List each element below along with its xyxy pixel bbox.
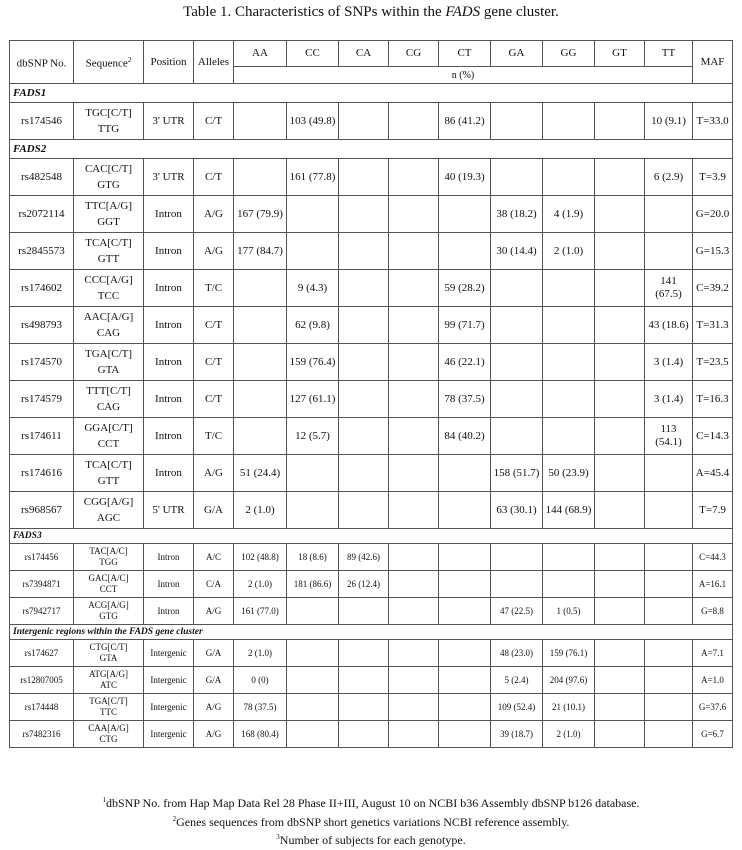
cell-position: Intron [144, 196, 194, 233]
header-dbsnp-no: dbSNP No. [10, 41, 74, 84]
cell-genotype-tt: 3 (1.4) [645, 344, 693, 381]
cell-position: Intron [144, 233, 194, 270]
cell-alleles: G/A [194, 640, 234, 667]
cell-genotype-cc: 159 (76.4) [287, 344, 339, 381]
cell-snp: rs7942717 [10, 598, 74, 625]
cell-genotype-ct: 78 (37.5) [439, 381, 491, 418]
cell-genotype-gt [595, 381, 645, 418]
cell-genotype-gg: 144 (68.9) [543, 492, 595, 529]
cell-genotype-ca [339, 721, 389, 748]
cell-snp: rs7394871 [10, 571, 74, 598]
cell-genotype-ga [491, 344, 543, 381]
cell-maf: C=39.2 [693, 270, 733, 307]
cell-genotype-gg [543, 103, 595, 140]
table-row [10, 103, 733, 140]
cell-genotype-gg: 159 (76.1) [543, 640, 595, 667]
cell-position: 3' UTR [144, 103, 194, 140]
cell-genotype-cc: 62 (9.8) [287, 307, 339, 344]
cell-genotype-cc [287, 667, 339, 694]
table-title [0, 4, 742, 21]
cell-position: Intron [144, 270, 194, 307]
table-row [10, 233, 733, 270]
cell-genotype-ct [439, 721, 491, 748]
cell-position: Intron [144, 381, 194, 418]
cell-sequence: CCC[A/G] TCC [74, 270, 144, 307]
cell-genotype-tt [645, 492, 693, 529]
cell-genotype-cc: 181 (86.6) [287, 571, 339, 598]
cell-genotype-tt [645, 571, 693, 598]
cell-maf: C=14.3 [693, 418, 733, 455]
cell-genotype-gg [543, 418, 595, 455]
cell-genotype-ga [491, 103, 543, 140]
cell-snp: rs482548 [10, 159, 74, 196]
cell-snp: rs498793 [10, 307, 74, 344]
cell-genotype-ga: 158 (51.7) [491, 455, 543, 492]
cell-maf: C=44.3 [693, 544, 733, 571]
cell-snp: rs174546 [10, 103, 74, 140]
table-row [10, 270, 733, 307]
cell-genotype-cc: 12 (5.7) [287, 418, 339, 455]
header-ca: CA [339, 41, 389, 67]
cell-genotype-ca: 89 (42.6) [339, 544, 389, 571]
cell-snp: rs174627 [10, 640, 74, 667]
cell-snp: rs174570 [10, 344, 74, 381]
cell-alleles: C/T [194, 103, 234, 140]
cell-genotype-aa [234, 103, 287, 140]
cell-position: Intron [144, 544, 194, 571]
cell-genotype-ca: 26 (12.4) [339, 571, 389, 598]
cell-alleles: G/A [194, 492, 234, 529]
cell-genotype-aa: 167 (79.9) [234, 196, 287, 233]
cell-position: Intron [144, 571, 194, 598]
cell-genotype-ca [339, 270, 389, 307]
cell-genotype-ga [491, 381, 543, 418]
cell-sequence: CGG[A/G] AGC [74, 492, 144, 529]
cell-genotype-tt: 3 (1.4) [645, 381, 693, 418]
cell-genotype-ct [439, 196, 491, 233]
cell-genotype-gt [595, 455, 645, 492]
cell-genotype-tt [645, 640, 693, 667]
cell-genotype-ca [339, 381, 389, 418]
table-row [10, 571, 733, 598]
cell-sequence: ACG[A/G] GTG [74, 598, 144, 625]
cell-genotype-cc [287, 196, 339, 233]
cell-genotype-tt: 10 (9.1) [645, 103, 693, 140]
cell-genotype-aa [234, 344, 287, 381]
cell-genotype-ct [439, 640, 491, 667]
cell-genotype-ga [491, 270, 543, 307]
title-prefix: Table 1. Characteristics of SNPs within the [183, 4, 446, 20]
cell-genotype-ct: 59 (28.2) [439, 270, 491, 307]
cell-alleles: A/G [194, 233, 234, 270]
cell-genotype-gt [595, 270, 645, 307]
cell-genotype-cg [389, 694, 439, 721]
cell-genotype-gt [595, 307, 645, 344]
cell-position: Intergenic [144, 721, 194, 748]
cell-genotype-aa: 2 (1.0) [234, 640, 287, 667]
cell-sequence: GAC[A/C] CCT [74, 571, 144, 598]
cell-sequence: GGA[C/T] CCT [74, 418, 144, 455]
cell-genotype-gt [595, 196, 645, 233]
cell-alleles: C/T [194, 344, 234, 381]
cell-sequence: ATG[A/G] ATC [74, 667, 144, 694]
cell-snp: rs174611 [10, 418, 74, 455]
header-ct: CT [439, 41, 491, 67]
cell-genotype-aa [234, 270, 287, 307]
cell-genotype-cc [287, 455, 339, 492]
cell-maf: A=7.1 [693, 640, 733, 667]
cell-sequence: CAC[C/T] GTG [74, 159, 144, 196]
cell-alleles: C/T [194, 381, 234, 418]
cell-genotype-ca [339, 694, 389, 721]
cell-alleles: A/G [194, 721, 234, 748]
table-row [10, 640, 733, 667]
table-row [10, 694, 733, 721]
cell-genotype-tt [645, 455, 693, 492]
cell-genotype-ca [339, 196, 389, 233]
cell-snp: rs2072114 [10, 196, 74, 233]
cell-maf: G=20.0 [693, 196, 733, 233]
cell-genotype-ca [339, 640, 389, 667]
table-body [10, 41, 733, 748]
cell-sequence: TTC[A/G] GGT [74, 196, 144, 233]
cell-genotype-ct: 40 (19.3) [439, 159, 491, 196]
cell-sequence: CAA[A/G] CTG [74, 721, 144, 748]
cell-genotype-cc: 18 (8.6) [287, 544, 339, 571]
cell-genotype-gt [595, 667, 645, 694]
cell-genotype-gg: 21 (10.1) [543, 694, 595, 721]
cell-genotype-gg: 2 (1.0) [543, 233, 595, 270]
cell-genotype-cg [389, 103, 439, 140]
cell-alleles: T/C [194, 418, 234, 455]
cell-genotype-ga: 38 (18.2) [491, 196, 543, 233]
cell-sequence: TCA[C/T] GTT [74, 455, 144, 492]
cell-genotype-gg [543, 159, 595, 196]
cell-position: Intergenic [144, 694, 194, 721]
cell-maf: T=16.3 [693, 381, 733, 418]
cell-snp: rs2845573 [10, 233, 74, 270]
cell-genotype-gg [543, 344, 595, 381]
cell-genotype-ca [339, 159, 389, 196]
table-row [10, 598, 733, 625]
header-gg: GG [543, 41, 595, 67]
cell-genotype-ga [491, 571, 543, 598]
header-position: Position [144, 41, 194, 84]
cell-maf: A=1.0 [693, 667, 733, 694]
cell-genotype-cg [389, 544, 439, 571]
cell-genotype-ca [339, 418, 389, 455]
cell-genotype-tt [645, 598, 693, 625]
cell-genotype-gt [595, 233, 645, 270]
header-sequence: Sequence$^2$ [74, 41, 144, 84]
cell-sequence: TGA[C/T] GTA [74, 344, 144, 381]
cell-alleles: T/C [194, 270, 234, 307]
cell-snp: rs174602 [10, 270, 74, 307]
cell-maf: T=3.9 [693, 159, 733, 196]
cell-genotype-cg [389, 455, 439, 492]
snp-table [9, 40, 733, 748]
footnote-3: $^3$Number of subjects for each genotype. [276, 833, 466, 847]
cell-maf: G=6.7 [693, 721, 733, 748]
cell-alleles: G/A [194, 667, 234, 694]
cell-genotype-tt [645, 196, 693, 233]
cell-genotype-gg: 50 (23.9) [543, 455, 595, 492]
cell-genotype-gg: 204 (97.6) [543, 667, 595, 694]
cell-genotype-ga [491, 418, 543, 455]
cell-genotype-cg [389, 233, 439, 270]
cell-genotype-gt [595, 103, 645, 140]
cell-position: Intron [144, 455, 194, 492]
cell-position: 3' UTR [144, 159, 194, 196]
cell-sequence: TGC[C/T] TTG [74, 103, 144, 140]
cell-maf: T=23.5 [693, 344, 733, 381]
group-header: Intergenic regions within the FADS gene cluster [10, 625, 733, 640]
cell-sequence: TGA[C/T] TTC [74, 694, 144, 721]
cell-genotype-aa: 2 (1.0) [234, 492, 287, 529]
cell-genotype-tt [645, 233, 693, 270]
cell-maf: A=45.4 [693, 455, 733, 492]
cell-genotype-gt [595, 544, 645, 571]
header-aa: AA [234, 41, 287, 67]
table-row [10, 159, 733, 196]
cell-snp: rs7482316 [10, 721, 74, 748]
cell-genotype-cg [389, 667, 439, 694]
header-cg: CG [389, 41, 439, 67]
title-gene: FADS [445, 4, 481, 20]
group-header: FADS1 [10, 84, 733, 103]
cell-maf: G=8.8 [693, 598, 733, 625]
group-header: FADS2 [10, 140, 733, 159]
cell-genotype-cc: 161 (77.8) [287, 159, 339, 196]
group-header: FADS3 [10, 529, 733, 544]
cell-maf: G=15.3 [693, 233, 733, 270]
cell-alleles: C/T [194, 159, 234, 196]
cell-genotype-ga: 47 (22.5) [491, 598, 543, 625]
cell-genotype-gg: 4 (1.9) [543, 196, 595, 233]
header-alleles: Alleles [194, 41, 234, 84]
cell-genotype-cg [389, 571, 439, 598]
cell-genotype-tt: 113 (54.1) [645, 418, 693, 455]
cell-genotype-tt [645, 667, 693, 694]
cell-genotype-ga: 109 (52.4) [491, 694, 543, 721]
cell-genotype-gg: 2 (1.0) [543, 721, 595, 748]
cell-genotype-cg [389, 307, 439, 344]
cell-genotype-ca [339, 455, 389, 492]
cell-genotype-ct [439, 455, 491, 492]
cell-sequence: TCA[C/T] GTT [74, 233, 144, 270]
cell-genotype-aa: 51 (24.4) [234, 455, 287, 492]
cell-genotype-cc [287, 721, 339, 748]
header-maf: MAF [693, 41, 733, 84]
header-tt: TT [645, 41, 693, 67]
cell-genotype-cc [287, 492, 339, 529]
cell-genotype-gt [595, 694, 645, 721]
cell-alleles: C/T [194, 307, 234, 344]
cell-maf: G=37.6 [693, 694, 733, 721]
table-row [10, 307, 733, 344]
cell-sequence: TAC[A/C] TGG [74, 544, 144, 571]
footnote-2: $^2$Genes sequences from dbSNP short genetics variations NCBI reference assembly. [172, 815, 570, 829]
cell-alleles: A/G [194, 196, 234, 233]
header-ga: GA [491, 41, 543, 67]
table-row [10, 344, 733, 381]
table-row [10, 455, 733, 492]
cell-genotype-cc [287, 598, 339, 625]
cell-genotype-ca [339, 103, 389, 140]
table-row [10, 196, 733, 233]
cell-genotype-aa: 168 (80.4) [234, 721, 287, 748]
cell-genotype-gt [595, 571, 645, 598]
cell-genotype-aa: 0 (0) [234, 667, 287, 694]
cell-alleles: A/G [194, 455, 234, 492]
cell-maf: T=7.9 [693, 492, 733, 529]
cell-genotype-ct [439, 667, 491, 694]
cell-genotype-gt [595, 598, 645, 625]
cell-genotype-ct: 46 (22.1) [439, 344, 491, 381]
cell-alleles: A/G [194, 598, 234, 625]
cell-genotype-tt [645, 544, 693, 571]
cell-snp: rs174616 [10, 455, 74, 492]
cell-maf: A=16.1 [693, 571, 733, 598]
cell-genotype-ga: 30 (14.4) [491, 233, 543, 270]
cell-genotype-cg [389, 418, 439, 455]
cell-genotype-aa [234, 159, 287, 196]
cell-genotype-ct: 99 (71.7) [439, 307, 491, 344]
cell-genotype-gt [595, 159, 645, 196]
cell-genotype-aa [234, 381, 287, 418]
cell-snp: rs174448 [10, 694, 74, 721]
cell-genotype-tt: 6 (2.9) [645, 159, 693, 196]
cell-genotype-ct [439, 233, 491, 270]
cell-genotype-aa [234, 307, 287, 344]
cell-genotype-cg [389, 159, 439, 196]
cell-genotype-aa: 78 (37.5) [234, 694, 287, 721]
cell-genotype-ga [491, 544, 543, 571]
cell-position: Intron [144, 418, 194, 455]
cell-genotype-cg [389, 196, 439, 233]
cell-genotype-cg [389, 492, 439, 529]
cell-genotype-ga: 39 (18.7) [491, 721, 543, 748]
cell-genotype-ga: 63 (30.1) [491, 492, 543, 529]
header-gt: GT [595, 41, 645, 67]
cell-alleles: A/C [194, 544, 234, 571]
cell-genotype-cc: 127 (61.1) [287, 381, 339, 418]
cell-genotype-cg [389, 598, 439, 625]
cell-alleles: A/G [194, 694, 234, 721]
header-cc: CC [287, 41, 339, 67]
cell-genotype-cg [389, 640, 439, 667]
cell-genotype-cg [389, 381, 439, 418]
cell-sequence: AAC[A/G] CAG [74, 307, 144, 344]
cell-genotype-ga [491, 159, 543, 196]
cell-genotype-ca [339, 667, 389, 694]
title-suffix: gene cluster. [480, 4, 559, 20]
cell-genotype-cc [287, 694, 339, 721]
cell-genotype-ct [439, 492, 491, 529]
cell-sequence: TTT[C/T] CAG [74, 381, 144, 418]
cell-position: Intergenic [144, 640, 194, 667]
cell-genotype-gt [595, 418, 645, 455]
table-row [10, 544, 733, 571]
cell-genotype-aa: 177 (84.7) [234, 233, 287, 270]
cell-snp: rs174579 [10, 381, 74, 418]
cell-genotype-cg [389, 270, 439, 307]
cell-position: Intron [144, 598, 194, 625]
cell-genotype-ca [339, 492, 389, 529]
cell-genotype-aa: 161 (77.0) [234, 598, 287, 625]
cell-genotype-ct [439, 571, 491, 598]
cell-genotype-ga [491, 307, 543, 344]
cell-maf: T=33.0 [693, 103, 733, 140]
cell-genotype-tt: 141 (67.5) [645, 270, 693, 307]
cell-genotype-cc: 103 (49.8) [287, 103, 339, 140]
cell-genotype-gt [595, 492, 645, 529]
cell-position: Intron [144, 307, 194, 344]
cell-sequence: CTG[C/T] GTA [74, 640, 144, 667]
cell-genotype-tt [645, 694, 693, 721]
cell-genotype-cc [287, 640, 339, 667]
cell-genotype-aa: 102 (48.8) [234, 544, 287, 571]
table-row [10, 667, 733, 694]
cell-genotype-ct: 86 (41.2) [439, 103, 491, 140]
cell-genotype-cc [287, 233, 339, 270]
cell-alleles: C/A [194, 571, 234, 598]
table-row [10, 721, 733, 748]
cell-position: Intron [144, 344, 194, 381]
cell-genotype-gg [543, 544, 595, 571]
cell-genotype-tt: 43 (18.6) [645, 307, 693, 344]
cell-genotype-gg [543, 571, 595, 598]
cell-genotype-gt [595, 640, 645, 667]
cell-genotype-gg [543, 307, 595, 344]
cell-genotype-cg [389, 721, 439, 748]
cell-genotype-ca [339, 307, 389, 344]
cell-genotype-ct: 84 (40.2) [439, 418, 491, 455]
cell-genotype-ga: 48 (23.0) [491, 640, 543, 667]
cell-position: Intergenic [144, 667, 194, 694]
subheader-n-percent: n (%) [234, 67, 693, 84]
cell-genotype-gt [595, 344, 645, 381]
cell-genotype-ct [439, 544, 491, 571]
table-row [10, 418, 733, 455]
cell-genotype-ca [339, 598, 389, 625]
cell-genotype-gg: 1 (0.5) [543, 598, 595, 625]
cell-genotype-ct [439, 694, 491, 721]
cell-genotype-cg [389, 344, 439, 381]
cell-genotype-ca [339, 344, 389, 381]
cell-snp: rs174456 [10, 544, 74, 571]
cell-genotype-gg [543, 270, 595, 307]
cell-genotype-tt [645, 721, 693, 748]
cell-maf: T=31.3 [693, 307, 733, 344]
cell-genotype-ca [339, 233, 389, 270]
table-row [10, 381, 733, 418]
cell-position: 5' UTR [144, 492, 194, 529]
cell-snp: rs12807005 [10, 667, 74, 694]
table-row [10, 492, 733, 529]
cell-genotype-aa: 2 (1.0) [234, 571, 287, 598]
cell-genotype-gg [543, 381, 595, 418]
cell-genotype-ct [439, 598, 491, 625]
cell-genotype-gt [595, 721, 645, 748]
cell-genotype-ga: 5 (2.4) [491, 667, 543, 694]
footnote-1: $^1$dbSNP No. from Hap Map Data Rel 28 Phase II+III, August 10 on NCBI b36 Assembly dbSNP b126 database. [102, 796, 640, 810]
cell-genotype-aa [234, 418, 287, 455]
cell-snp: rs968567 [10, 492, 74, 529]
cell-genotype-cc: 9 (4.3) [287, 270, 339, 307]
